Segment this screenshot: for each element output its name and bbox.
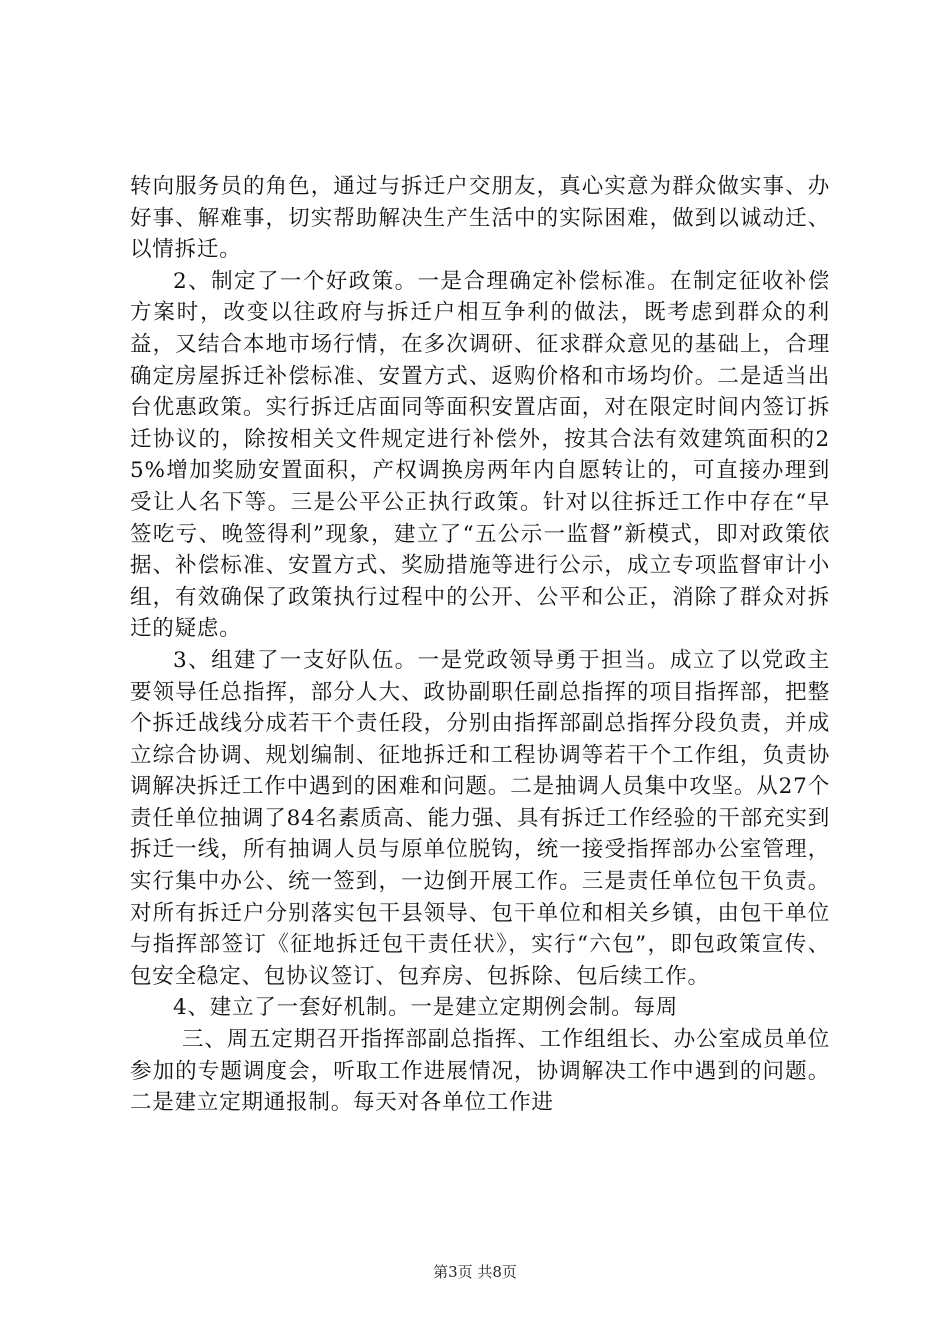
paragraph-meetings: 三、周五定期召开指挥部副总指挥、工作组组长、办公室成员单位参加的专题调度会，听取工作进展情况，协调解决工作中遇到的问题。二是建立定期通报制。每天对各单位工作进	[130, 1027, 830, 1116]
page-footer: 第3页 共8页	[433, 1263, 517, 1281]
paragraph-continuation: 转向服务员的角色，通过与拆迁户交朋友，真心实意为群众做实事、办好事、解难事，切实帮助解决生产生活中的实际困难，做到以诚动迁、以情拆迁。	[130, 174, 830, 263]
paragraph-policy: 2、制定了一个好政策。一是合理确定补偿标准。在制定征收补偿方案时，改变以往政府与拆迁户相互争利的做法，既考虑到群众的利益，又结合本地市场行情，在多次调研、征求群众意见的基础上，合理确定房屋拆迁补偿标准、安置方式、返购价格和市场均价。二是适当出台优惠政策。实行拆迁店面同等面积安置店面，对在限定时间内签订拆迁协议的，除按相关文件规定进行补偿外，按其合法有效建筑面积的25%增加奖励安置面积，产权调换房两年内自愿转让的，可直接办理到受让人名下等。三是公平公正执行政策。针对以往拆迁工作中存在“早签吃亏、晚签得利”现象，建立了“五公示一监督”新模式，即对政策依据、补偿标准、安置方式、奖励措施等进行公示，成立专项监督审计小组，有效确保了政策执行过程中的公开、公平和公正，消除了群众对拆迁的疑虑。	[130, 268, 830, 642]
paragraph-mechanism: 4、建立了一套好机制。一是建立定期例会制。每周	[173, 995, 679, 1021]
paragraph-team: 3、组建了一支好队伍。一是党政领导勇于担当。成立了以党政主要领导任总指挥，部分人大、政协副职任副总指挥的项目指挥部，把整个拆迁战线分成若干个责任段，分别由指挥部副总指挥分段负责，并成立综合协调、规划编制、征地拆迁和工程协调等若干个工作组，负责协调解决拆迁工作中遇到的困难和问题。二是抽调人员集中攻坚。从27个责任单位抽调了84名素质高、能力强、具有拆迁工作经验的干部充实到拆迁一线，所有抽调人员与原单位脱钩，统一接受指挥部办公室管理，实行集中办公、统一签到，一边倒开展工作。三是责任单位包干负责。对所有拆迁户分别落实包干县领导、包干单位和相关乡镇，由包干单位与指挥部签订《征地拆迁包干责任状》，实行“六包”，即包政策宣传、包安全稳定、包协议签订、包弃房、包拆除、包后续工作。	[130, 647, 830, 989]
document-body	[130, 171, 830, 1119]
